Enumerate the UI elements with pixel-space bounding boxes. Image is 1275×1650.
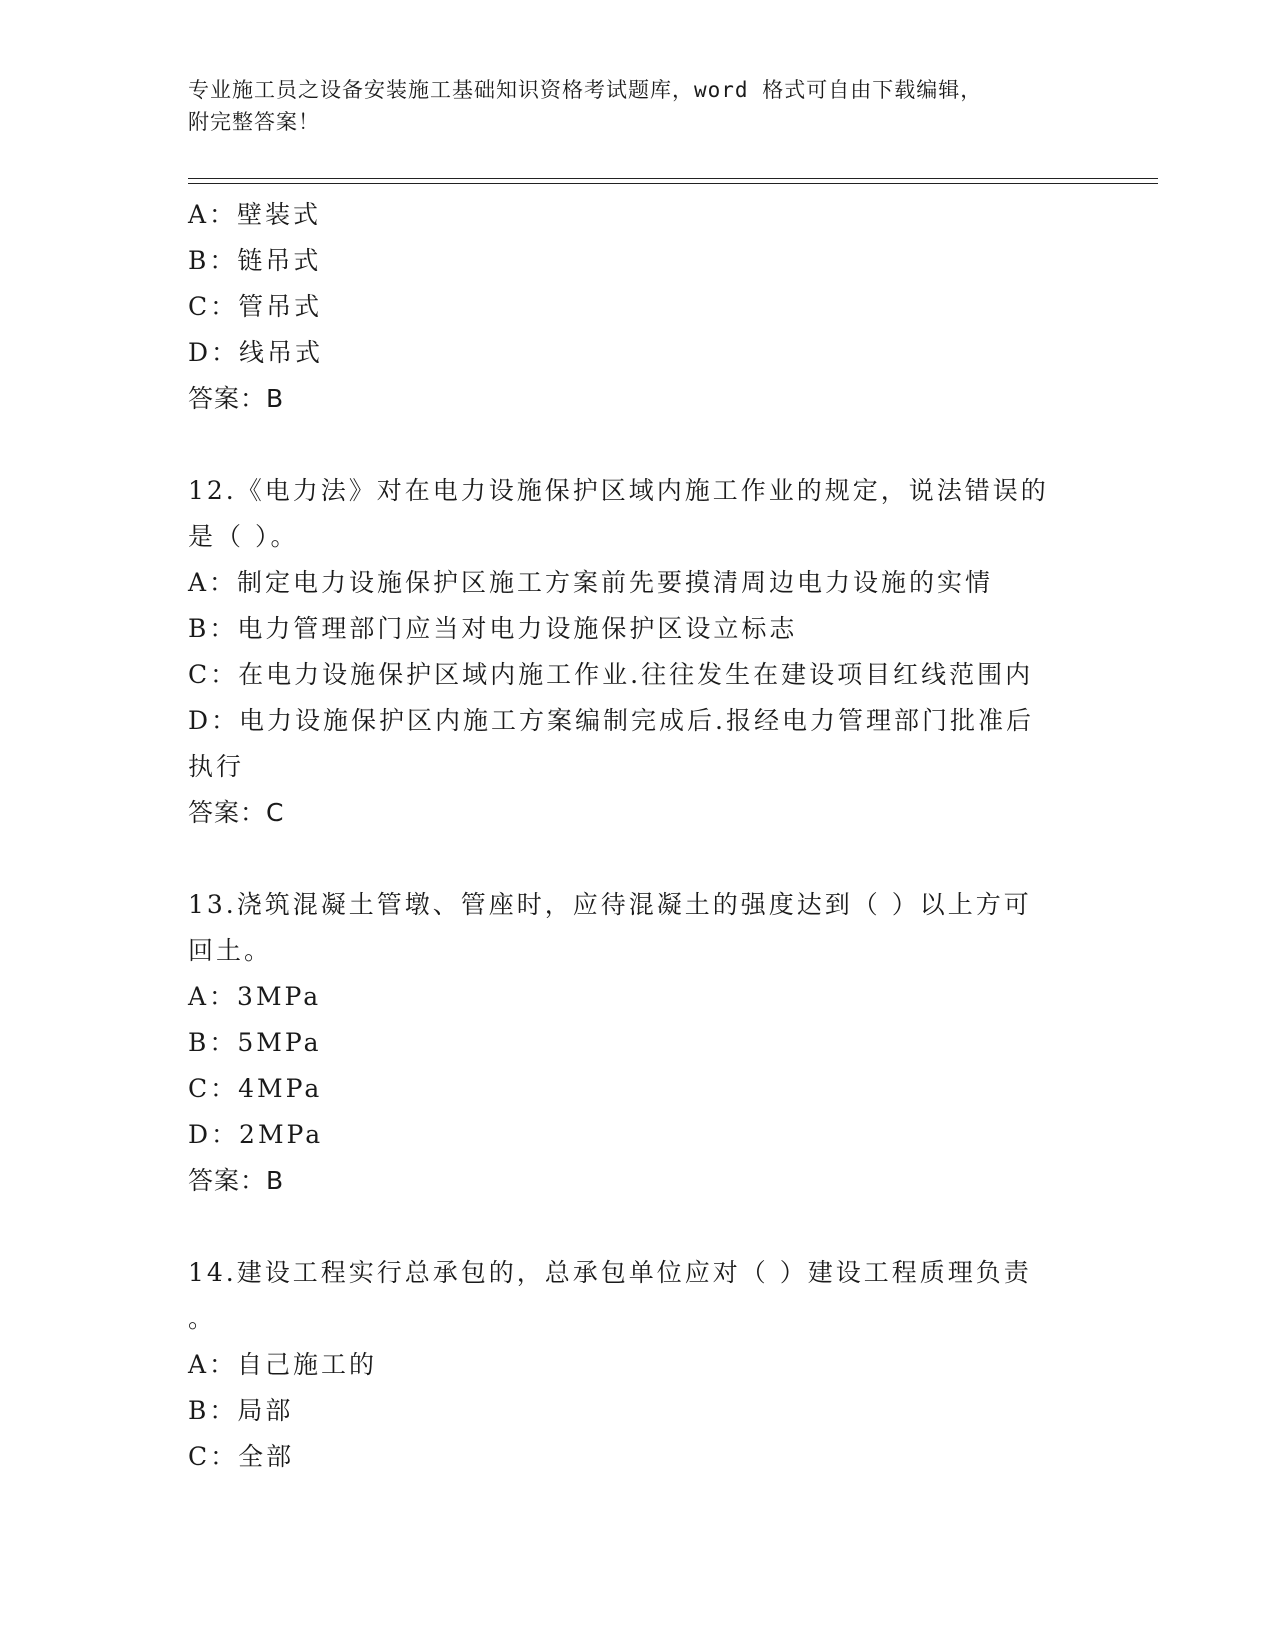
header-divider-top bbox=[188, 178, 1158, 179]
question-content bbox=[188, 192, 1088, 1480]
option-b: B：局部 bbox=[188, 1396, 294, 1425]
option-a: A：壁装式 bbox=[188, 200, 322, 229]
header-line-2: 附完整答案！ bbox=[188, 110, 320, 134]
question-13 bbox=[188, 882, 1088, 1204]
previous-question bbox=[188, 192, 1088, 422]
question-stem-continued: 。 bbox=[188, 1304, 217, 1333]
option-c: C：在电力设施保护区域内施工作业.往往发生在建设项目红线范围内 bbox=[188, 660, 1034, 689]
option-b: B：5MPa bbox=[188, 1028, 322, 1057]
question-stem-continued: 是（ ）。 bbox=[188, 522, 299, 551]
question-14 bbox=[188, 1250, 1088, 1480]
option-c: C：全部 bbox=[188, 1442, 295, 1471]
answer-line: 答案：B bbox=[188, 384, 285, 413]
option-b: B：链吊式 bbox=[188, 246, 322, 275]
question-12 bbox=[188, 468, 1088, 836]
answer-line: 答案：B bbox=[188, 1166, 285, 1195]
option-d-continued: 执行 bbox=[188, 752, 245, 781]
option-c: C：管吊式 bbox=[188, 292, 323, 321]
answer-line: 答案：C bbox=[188, 798, 285, 827]
option-d: D：2MPa bbox=[188, 1120, 324, 1149]
question-stem: 12.《电力法》对在电力设施保护区域内施工作业的规定，说法错误的 bbox=[188, 476, 1049, 505]
option-d: D：线吊式 bbox=[188, 338, 324, 367]
header-line-1: 专业施工员之设备安装施工基础知识资格考试题库，word 格式可自由下载编辑， bbox=[188, 78, 983, 102]
option-a: A：自己施工的 bbox=[188, 1350, 378, 1379]
header-divider-bottom bbox=[188, 183, 1158, 184]
option-a: A：3MPa bbox=[188, 982, 322, 1011]
option-a: A：制定电力设施保护区施工方案前先要摸清周边电力设施的实情 bbox=[188, 568, 994, 597]
question-stem: 13.浇筑混凝土管墩、管座时，应待混凝土的强度达到（ ）以上方可 bbox=[188, 890, 1032, 919]
document-header bbox=[188, 74, 1068, 138]
option-d: D：电力设施保护区内施工方案编制完成后.报经电力管理部门批准后 bbox=[188, 706, 1034, 735]
question-stem: 14.建设工程实行总承包的，总承包单位应对（ ）建设工程质理负责 bbox=[188, 1258, 1032, 1287]
option-b: B：电力管理部门应当对电力设施保护区设立标志 bbox=[188, 614, 798, 643]
question-stem-continued: 回土。 bbox=[188, 936, 273, 965]
option-c: C：4MPa bbox=[188, 1074, 323, 1103]
